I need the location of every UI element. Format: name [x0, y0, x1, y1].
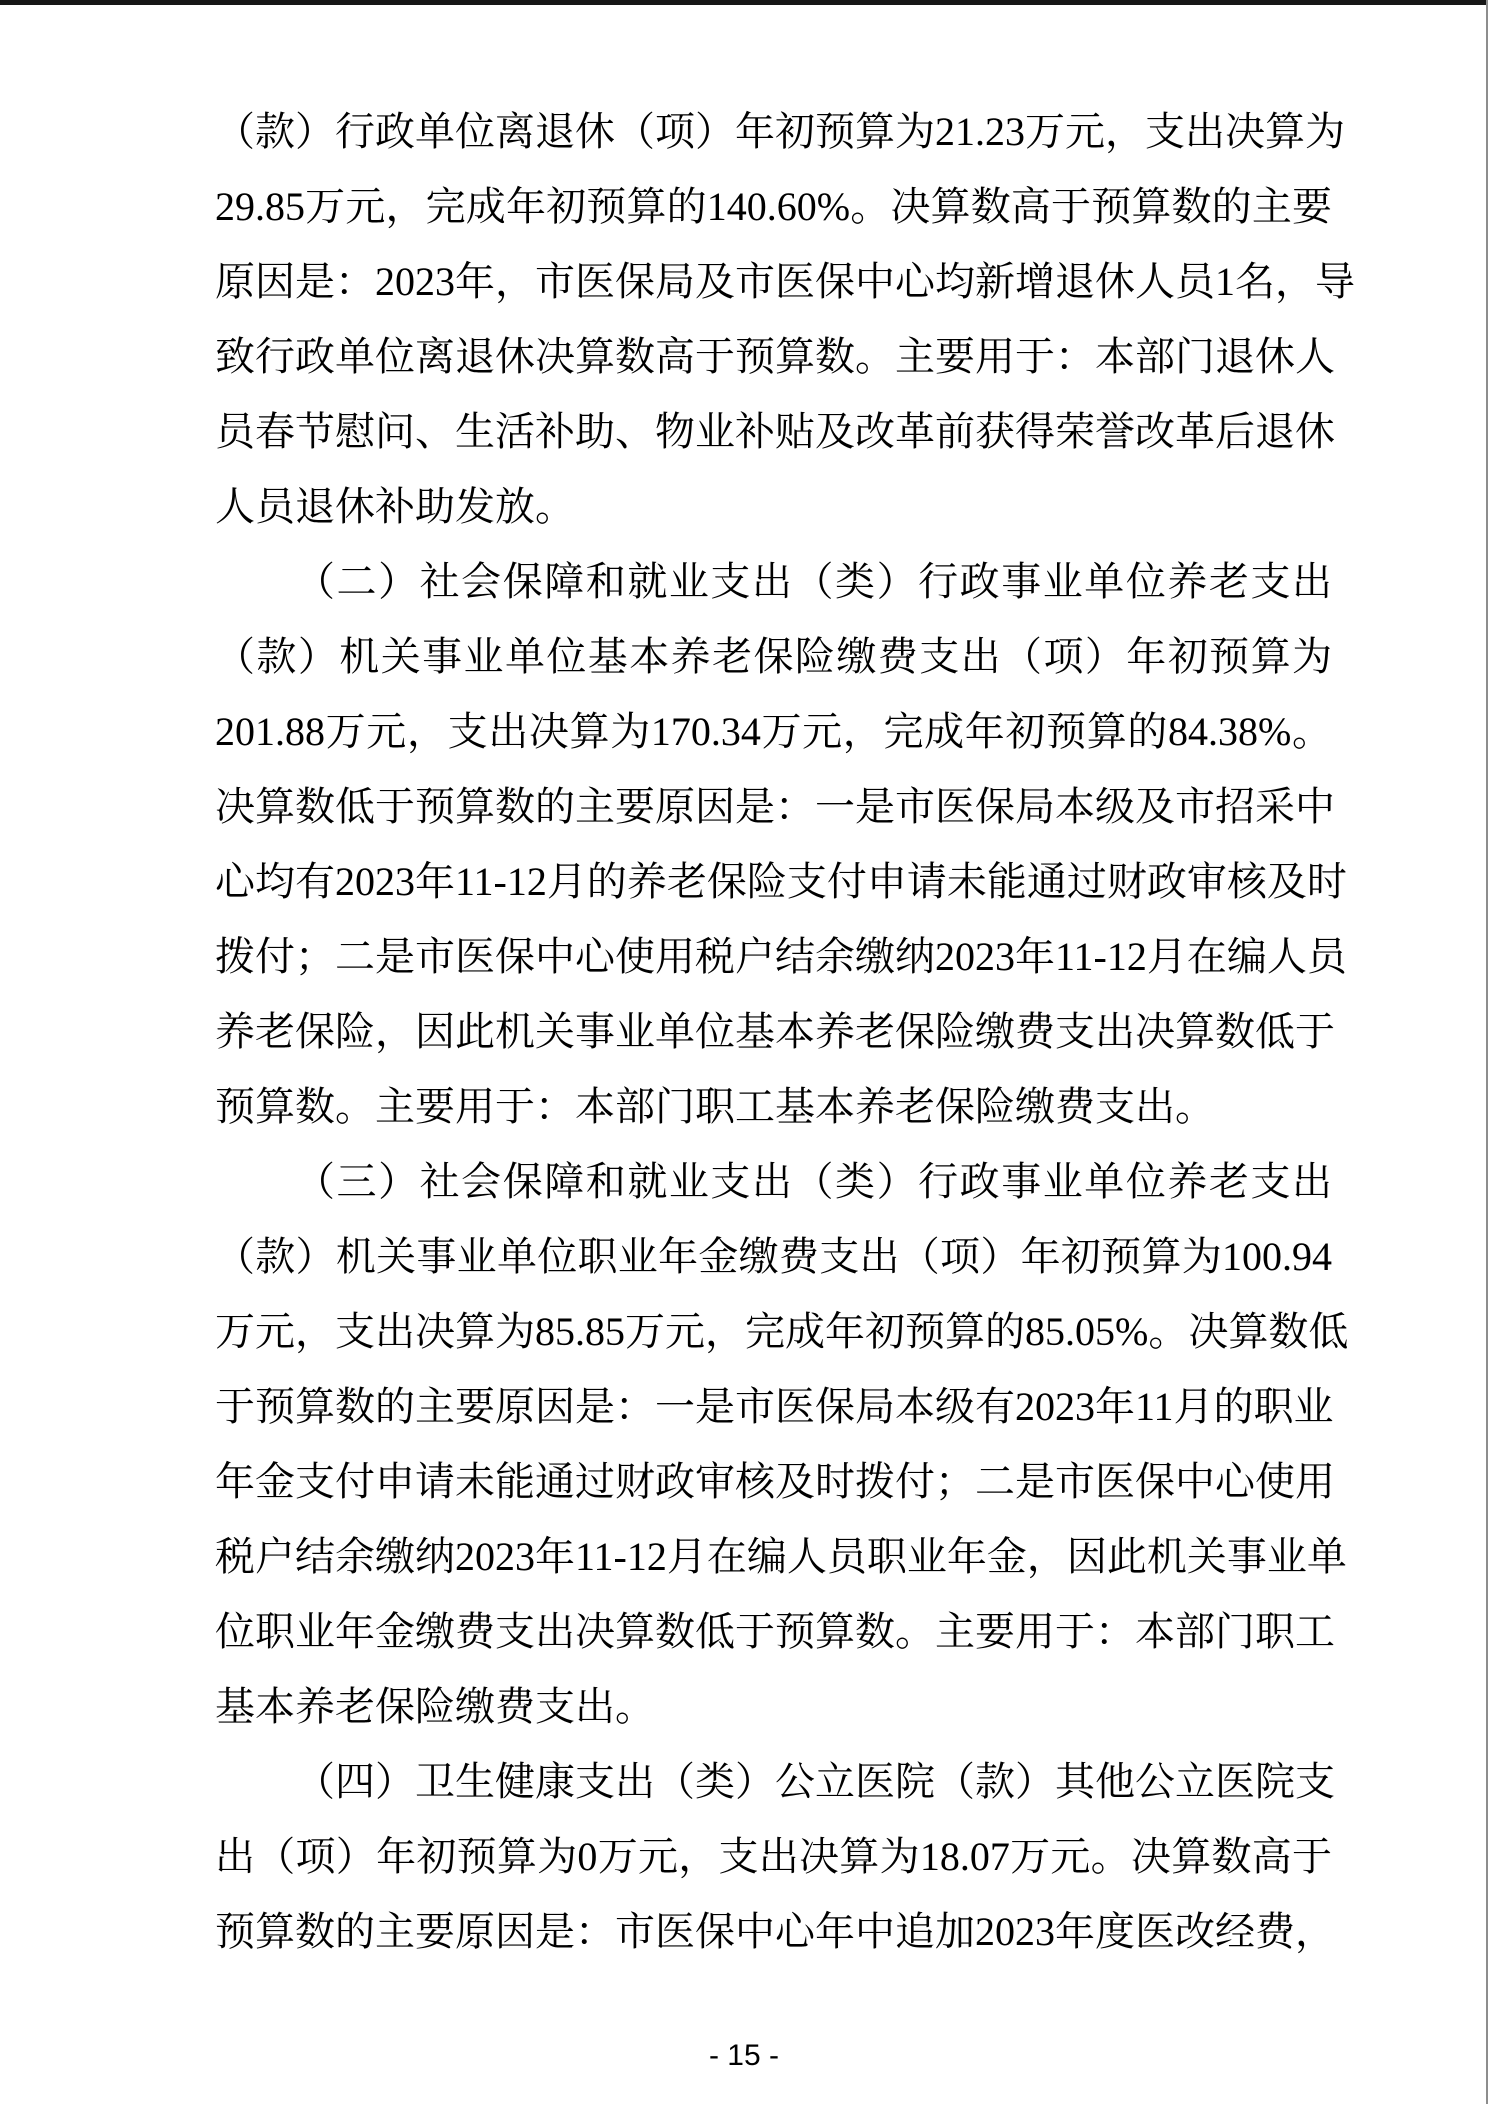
text-line: 决算数低于预算数的主要原因是：一是市医保局本级及市招采中 [215, 784, 1335, 829]
text-line: 人员退休补助发放。 [215, 484, 575, 529]
text-line: 心均有2023年11-12月的养老保险支付申请未能通过财政审核及时 [215, 859, 1347, 904]
text-line: 位职业年金缴费支出决算数低于预算数。主要用于：本部门职工 [215, 1609, 1335, 1654]
text-line: 基本养老保险缴费支出。 [215, 1684, 655, 1729]
scan-edge-top [0, 0, 1488, 5]
text-line: 万元，支出决算为85.85万元，完成年初预算的85.05%。决算数低 [215, 1309, 1349, 1354]
text-line: （款）行政单位离退休（项）年初预算为21.23万元，支出决算为 [215, 109, 1345, 154]
text-line: 201.88万元，支出决算为170.34万元，完成年初预算的84.38%。 [215, 709, 1332, 754]
text-line: 于预算数的主要原因是：一是市医保局本级有2023年11月的职业 [215, 1384, 1334, 1429]
text-line: 29.85万元，完成年初预算的140.60%。决算数高于预算数的主要 [215, 184, 1332, 229]
text-line: 拨付；二是市医保中心使用税户结余缴纳2023年11-12月在编人员 [215, 934, 1347, 979]
text-line: （四）卫生健康支出（类）公立医院（款）其他公立医院支 [295, 1759, 1335, 1804]
text-line: （二）社会保障和就业支出（类）行政事业单位养老支出 [295, 559, 1332, 604]
text-line: （三）社会保障和就业支出（类）行政事业单位养老支出 [295, 1159, 1332, 1204]
text-line: 致行政单位离退休决算数高于预算数。主要用于：本部门退休人 [215, 334, 1335, 379]
text-line: 预算数。主要用于：本部门职工基本养老保险缴费支出。 [215, 1084, 1215, 1129]
text-line: 养老保险，因此机关事业单位基本养老保险缴费支出决算数低于 [215, 1009, 1335, 1054]
document-body [215, 94, 1355, 1969]
page-number: - 15 - [708, 2039, 780, 2072]
text-line: 年金支付申请未能通过财政审核及时拨付；二是市医保中心使用 [215, 1459, 1335, 1504]
text-line: 税户结余缴纳2023年11-12月在编人员职业年金，因此机关事业单 [215, 1534, 1347, 1579]
text-line: （款）机关事业单位职业年金缴费支出（项）年初预算为100.94 [215, 1234, 1332, 1279]
text-line: 预算数的主要原因是：市医保中心年中追加2023年度医改经费， [215, 1909, 1335, 1954]
text-line: （款）机关事业单位基本养老保险缴费支出（项）年初预算为 [215, 634, 1332, 679]
text-line: 出（项）年初预算为0万元，支出决算为18.07万元。决算数高于 [215, 1834, 1332, 1879]
text-line: 原因是：2023年，市医保局及市医保中心均新增退休人员1名，导 [215, 259, 1355, 304]
text-line: 员春节慰问、生活补助、物业补贴及改革前获得荣誉改革后退休 [215, 409, 1335, 454]
